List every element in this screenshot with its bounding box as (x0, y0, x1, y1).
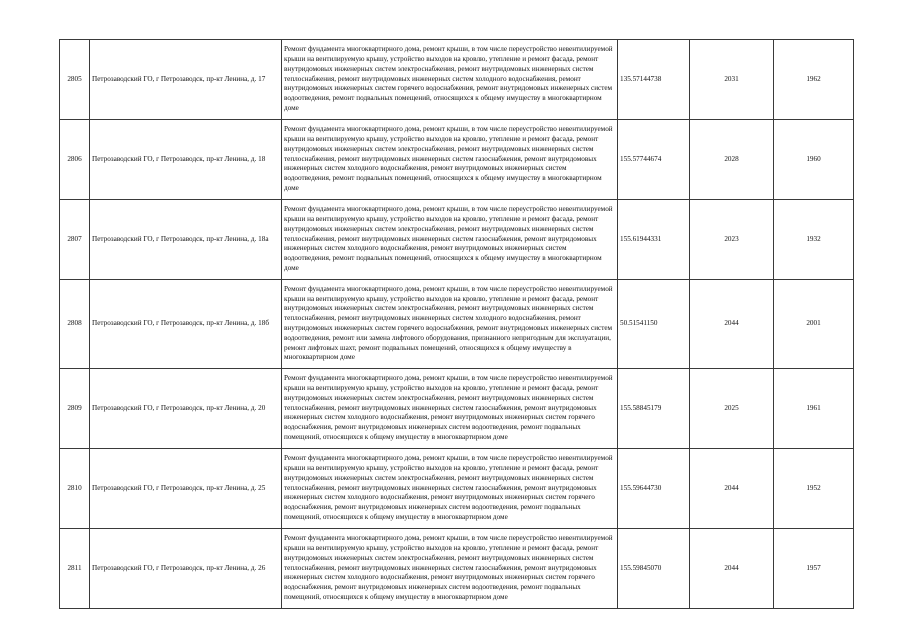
address-cell: Петрозаводский ГО, г Петрозаводск, пр-кт Ленина, д. 18 (90, 120, 282, 200)
row-number: 2806 (60, 120, 90, 200)
build-year-cell: 1957 (774, 529, 854, 609)
planned-year-cell: 2028 (690, 120, 774, 200)
build-year-cell: 1962 (774, 40, 854, 120)
address-cell: Петрозаводский ГО, г Петрозаводск, пр-кт Ленина, д. 18а (90, 200, 282, 280)
table-row (60, 120, 854, 200)
address-cell: Петрозаводский ГО, г Петрозаводск, пр-кт Ленина, д. 17 (90, 40, 282, 120)
address-cell: Петрозаводский ГО, г Петрозаводск, пр-кт Ленина, д. 25 (90, 449, 282, 529)
address-cell: Петрозаводский ГО, г Петрозаводск, пр-кт Ленина, д. 20 (90, 369, 282, 449)
build-year-cell: 1952 (774, 449, 854, 529)
row-number: 2810 (60, 449, 90, 529)
row-number: 2805 (60, 40, 90, 120)
table-row (60, 280, 854, 369)
value-cell: 155.58845179 (618, 369, 690, 449)
build-year-cell: 2001 (774, 280, 854, 369)
value-cell: 155.57744674 (618, 120, 690, 200)
planned-year-cell: 2044 (690, 529, 774, 609)
works-cell: Ремонт фундамента многоквартирного дома, ремонт крыши, в том числе переустройство невентилируемой крыши на вентилируемую крышу, устройство выходов на кровлю, утепление и ремонт фасада, ремонт внутридомовых инженерных систем электроснабжения, ремонт внутридомовых инженерных систем теплоснабжения, ремонт внутридомовых инженерных систем холодного водоснабжения, ремонт внутридомовых инженерных систем горячего водоснабжения, ремонт внутридомовых инженерных систем водоотведения, ремонт или замена лифтового оборудования, признанного непригодным для эксплуатации, ремонт лифтовых шахт, ремонт подвальных помещений, относящихся к общему имуществу в многоквартирном доме (282, 280, 618, 369)
table-row (60, 449, 854, 529)
row-number: 2808 (60, 280, 90, 369)
build-year-cell: 1932 (774, 200, 854, 280)
table-row (60, 529, 854, 609)
works-cell: Ремонт фундамента многоквартирного дома, ремонт крыши, в том числе переустройство невентилируемой крыши на вентилируемую крышу, устройство выходов на кровлю, утепление и ремонт фасада, ремонт внутридомовых инженерных систем электроснабжения, ремонт внутридомовых инженерных систем теплоснабжения, ремонт внутридомовых инженерных систем газоснабжения, ремонт внутридомовых инженерных систем холодного водоснабжения, ремонт внутридомовых инженерных систем водоотведения, ремонт подвальных помещений, относящихся к общему имуществу в многоквартирном доме (282, 200, 618, 280)
table-row (60, 40, 854, 120)
planned-year-cell: 2044 (690, 449, 774, 529)
address-cell: Петрозаводский ГО, г Петрозаводск, пр-кт Ленина, д. 26 (90, 529, 282, 609)
works-cell: Ремонт фундамента многоквартирного дома, ремонт крыши, в том числе переустройство невентилируемой крыши на вентилируемую крышу, устройство выходов на кровлю, утепление и ремонт фасада, ремонт внутридомовых инженерных систем электроснабжения, ремонт внутридомовых инженерных систем теплоснабжения, ремонт внутридомовых инженерных систем газоснабжения, ремонт внутридомовых инженерных систем холодного водоснабжения, ремонт внутридомовых инженерных систем горячего водоснабжения, ремонт внутридомовых инженерных систем водоотведения, ремонт подвальных помещений, относящихся к общему имуществу в многоквартирном доме (282, 449, 618, 529)
row-number: 2807 (60, 200, 90, 280)
value-cell: 155.61944331 (618, 200, 690, 280)
table-row (60, 200, 854, 280)
works-cell: Ремонт фундамента многоквартирного дома, ремонт крыши, в том числе переустройство невентилируемой крыши на вентилируемую крышу, устройство выходов на кровлю, утепление и ремонт фасада, ремонт внутридомовых инженерных систем электроснабжения, ремонт внутридомовых инженерных систем теплоснабжения, ремонт внутридомовых инженерных систем газоснабжения, ремонт внутридомовых инженерных систем холодного водоснабжения, ремонт внутридомовых инженерных систем горячего водоснабжения, ремонт внутридомовых инженерных систем водоотведения, ремонт подвальных помещений, относящихся к общему имуществу в многоквартирном доме (282, 369, 618, 449)
value-cell: 135.57144738 (618, 40, 690, 120)
value-cell: 155.59644730 (618, 449, 690, 529)
capital-repair-table (59, 39, 854, 609)
works-cell: Ремонт фундамента многоквартирного дома, ремонт крыши, в том числе переустройство невентилируемой крыши на вентилируемую крышу, устройство выходов на кровлю, утепление и ремонт фасада, ремонт внутридомовых инженерных систем электроснабжения, ремонт внутридомовых инженерных систем теплоснабжения, ремонт внутридомовых инженерных систем газоснабжения, ремонт внутридомовых инженерных систем холодного водоснабжения, ремонт внутридомовых инженерных систем горячего водоснабжения, ремонт внутридомовых инженерных систем водоотведения, ремонт подвальных помещений, относящихся к общему имуществу в многоквартирном доме (282, 529, 618, 609)
planned-year-cell: 2023 (690, 200, 774, 280)
planned-year-cell: 2044 (690, 280, 774, 369)
planned-year-cell: 2031 (690, 40, 774, 120)
build-year-cell: 1960 (774, 120, 854, 200)
table-row (60, 369, 854, 449)
value-cell: 155.59845070 (618, 529, 690, 609)
row-number: 2811 (60, 529, 90, 609)
value-cell: 50.51541150 (618, 280, 690, 369)
build-year-cell: 1961 (774, 369, 854, 449)
works-cell: Ремонт фундамента многоквартирного дома, ремонт крыши, в том числе переустройство невентилируемой крыши на вентилируемую крышу, устройство выходов на кровлю, утепление и ремонт фасада, ремонт внутридомовых инженерных систем электроснабжения, ремонт внутридомовых инженерных систем теплоснабжения, ремонт внутридомовых инженерных систем холодного водоснабжения, ремонт внутридомовых инженерных систем горячего водоснабжения, ремонт внутридомовых инженерных систем водоотведения, ремонт подвальных помещений, относящихся к общему имуществу в многоквартирном доме (282, 40, 618, 120)
address-cell: Петрозаводский ГО, г Петрозаводск, пр-кт Ленина, д. 18б (90, 280, 282, 369)
row-number: 2809 (60, 369, 90, 449)
works-cell: Ремонт фундамента многоквартирного дома, ремонт крыши, в том числе переустройство невентилируемой крыши на вентилируемую крышу, устройство выходов на кровлю, утепление и ремонт фасада, ремонт внутридомовых инженерных систем электроснабжения, ремонт внутридомовых инженерных систем теплоснабжения, ремонт внутридомовых инженерных систем газоснабжения, ремонт внутридомовых инженерных систем холодного водоснабжения, ремонт внутридомовых инженерных систем водоотведения, ремонт подвальных помещений, относящихся к общему имуществу в многоквартирном доме (282, 120, 618, 200)
planned-year-cell: 2025 (690, 369, 774, 449)
